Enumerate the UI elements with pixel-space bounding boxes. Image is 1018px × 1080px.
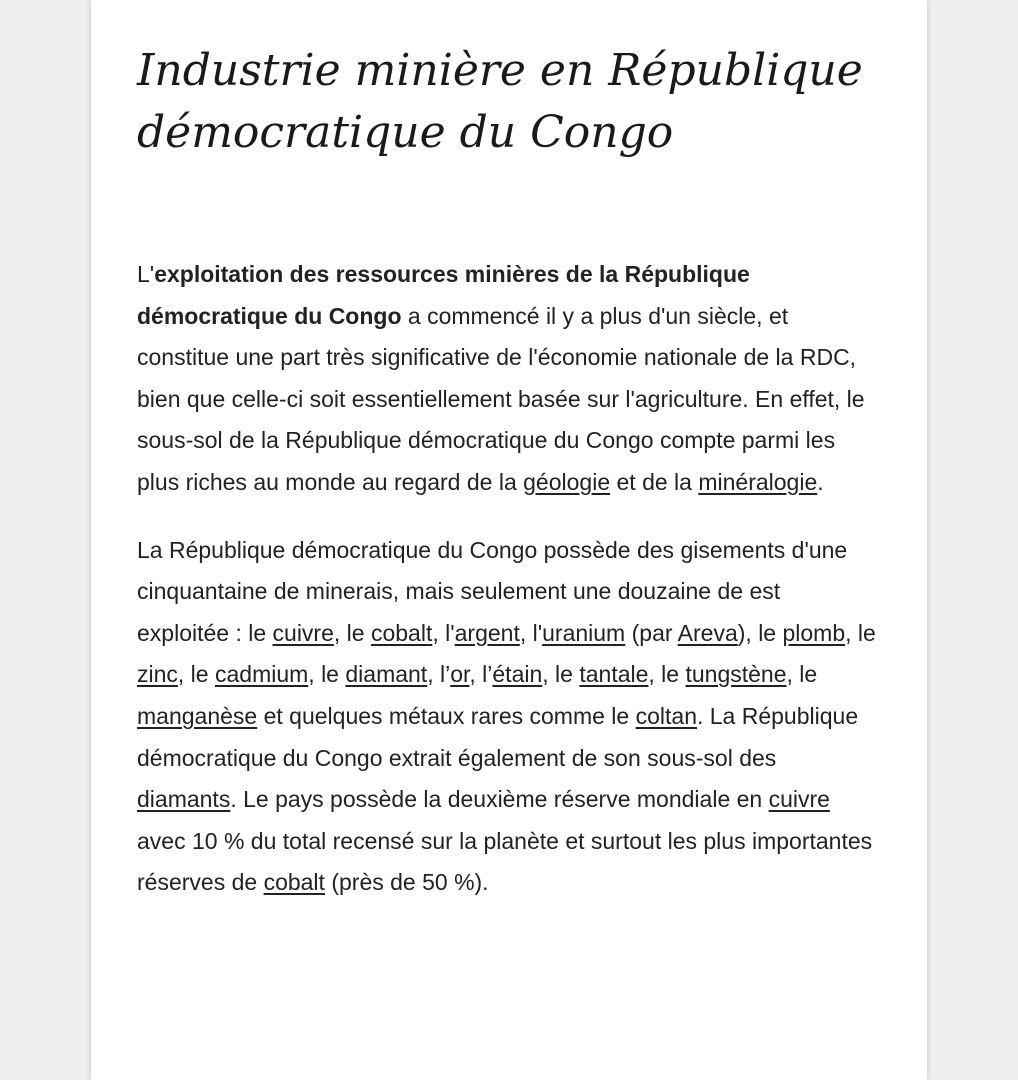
paragraph-minerals: [137, 530, 877, 904]
link-manganese[interactable]: manganèse: [137, 702, 258, 729]
text-run: L': [137, 261, 155, 287]
text-run: (près de 50 %).: [324, 869, 489, 896]
text-run: , le: [333, 619, 371, 646]
text-run: et de la: [610, 468, 699, 495]
bold-subject: exploitation des ressources minières de la République démocratique du Congo: [137, 261, 750, 329]
text-run: (par: [625, 619, 678, 646]
link-cuivre[interactable]: cuivre: [272, 619, 334, 646]
text-run: , le: [177, 661, 215, 688]
text-run: , l': [432, 619, 455, 646]
text-run: avec 10 % du total recensé sur la planète et surtout les plus importantes réserves de: [137, 827, 873, 896]
article-page: [91, 0, 927, 1080]
text-run: ), le: [737, 619, 783, 646]
article-content: [137, 40, 877, 904]
text-run: . La République démocratique du Congo extrait également de son sous-sol des: [137, 702, 859, 771]
link-zinc[interactable]: zinc: [137, 661, 178, 688]
link-diamants[interactable]: diamants: [137, 786, 231, 813]
page-title: Industrie minière en République démocratique du Congo: [137, 45, 863, 158]
text-run: , le: [786, 661, 818, 688]
link-cobalt-reserve[interactable]: cobalt: [263, 869, 325, 896]
link-cobalt[interactable]: cobalt: [370, 619, 433, 646]
link-cuivre-reserve[interactable]: cuivre: [768, 786, 830, 813]
text-run: . Le pays possède la deuxième réserve mondiale en: [230, 786, 769, 813]
paragraph-intro: [137, 254, 877, 504]
link-plomb[interactable]: plomb: [782, 619, 846, 646]
text-run: , l’: [427, 661, 451, 688]
link-tungstene[interactable]: tungstène: [685, 661, 787, 688]
link-argent[interactable]: argent: [454, 619, 520, 646]
link-etain[interactable]: étain: [492, 661, 543, 688]
text-run: .: [817, 468, 824, 495]
link-or[interactable]: or: [450, 661, 470, 688]
link-diamant[interactable]: diamant: [345, 661, 428, 688]
link-tantale[interactable]: tantale: [579, 661, 649, 688]
text-run: , l’: [469, 661, 493, 688]
text-run: et quelques métaux rares comme le: [257, 702, 636, 729]
text-run: , l': [519, 619, 543, 646]
link-uranium[interactable]: uranium: [542, 619, 626, 646]
link-areva[interactable]: Areva: [677, 619, 738, 646]
text-run: , le: [308, 661, 346, 688]
text-run: La République démocratique du Congo possède des gisements d'une cinquantaine de minerais, mais seulement une douzaine de est exploitée : le: [137, 536, 848, 646]
link-coltan[interactable]: coltan: [635, 702, 697, 729]
link-geologie[interactable]: géologie: [523, 468, 611, 495]
text-run: , le: [648, 661, 686, 688]
link-cadmium[interactable]: cadmium: [214, 661, 309, 688]
text-run: a commencé il y a plus d'un siècle, et constitue une part très significative de l'économie nationale de la RDC, bien que celle-ci soit essentiellement basée sur l'agriculture. En effet, le sous-sol de la République démocratique du Congo compte parmi les plus riches au monde au regard de la: [137, 302, 865, 495]
text-run: , le: [542, 661, 580, 688]
link-mineralogie[interactable]: minéralogie: [698, 468, 818, 495]
text-run: , le: [845, 619, 876, 646]
